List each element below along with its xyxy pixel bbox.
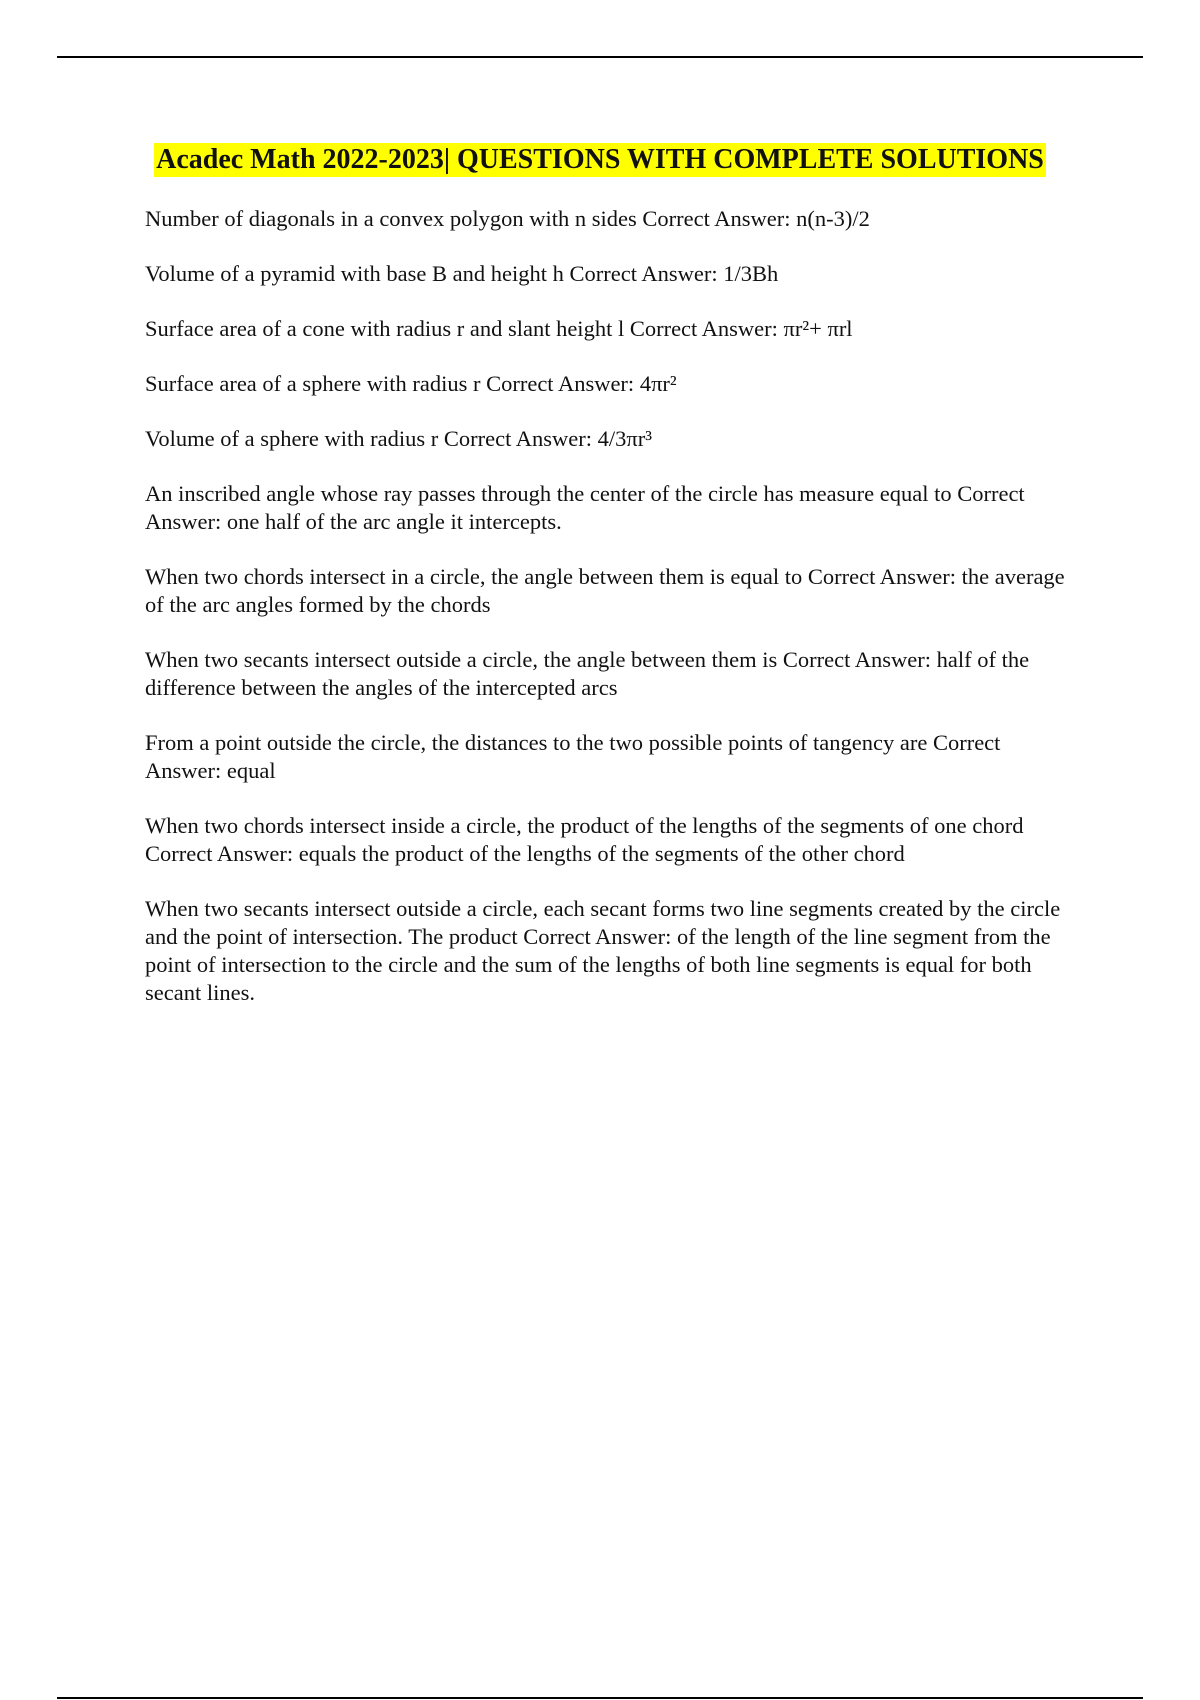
qa-item xyxy=(145,895,1075,1007)
answer-label: Correct Answer: xyxy=(145,841,294,866)
question-text: Number of diagonals in a convex polygon with n sides xyxy=(145,206,637,231)
answer-label: Correct Answer: xyxy=(145,730,1001,783)
answer-text: πr²+ πrl xyxy=(783,316,853,341)
answer-text: 4/3πr³ xyxy=(597,426,652,451)
answer-label: Correct Answer: xyxy=(642,206,791,231)
qa-item xyxy=(145,315,1075,343)
question-text: When two secants intersect outside a circle, each secant forms two line segments created by the circle and the point of intersection. The product xyxy=(145,896,1061,949)
document-title: Acadec Math 2022-2023| QUESTIONS WITH COMPLETE SOLUTIONS xyxy=(156,144,1044,175)
answer-text: half of the difference between the angles of the intercepted arcs xyxy=(145,647,1030,700)
question-text: Surface area of a cone with radius r and slant height l xyxy=(145,316,625,341)
answer-text: equals the product of the lengths of the segments of the other chord xyxy=(298,841,905,866)
qa-item xyxy=(145,646,1075,702)
answer-label: Correct Answer: xyxy=(569,261,718,286)
question-text: When two secants intersect outside a circle, the angle between them is xyxy=(145,647,778,672)
bottom-rule xyxy=(57,1697,1143,1699)
answer-text: one half of the arc angle it intercepts. xyxy=(226,509,562,534)
question-text: From a point outside the circle, the distances to the two possible points of tangency are xyxy=(145,730,928,755)
question-text: Volume of a sphere with radius r xyxy=(145,426,439,451)
answer-label: Correct Answer: xyxy=(443,426,592,451)
answer-text: equal xyxy=(226,758,276,783)
answer-label: Correct Answer: xyxy=(523,924,672,949)
question-text: An inscribed angle whose ray passes through the center of the circle has measure equal to xyxy=(145,481,952,506)
qa-item xyxy=(145,480,1075,536)
answer-label: Correct Answer: xyxy=(145,481,1025,534)
answer-text: 4πr² xyxy=(639,371,677,396)
question-text: Surface area of a sphere with radius r xyxy=(145,371,481,396)
answer-text: 1/3Bh xyxy=(723,261,779,286)
qa-item xyxy=(145,812,1075,868)
question-text: When two chords intersect inside a circle, the product of the lengths of the segments of one chord xyxy=(145,813,1024,838)
qa-item xyxy=(145,563,1075,619)
top-rule xyxy=(57,56,1143,58)
answer-label: Correct Answer: xyxy=(629,316,778,341)
qa-item xyxy=(145,729,1075,785)
answer-text: the average of the arc angles formed by the chords xyxy=(145,564,1065,617)
question-text: Volume of a pyramid with base B and height h xyxy=(145,261,564,286)
qa-item xyxy=(145,260,1075,288)
answer-label: Correct Answer: xyxy=(486,371,635,396)
qa-item xyxy=(145,370,1075,398)
answer-text: n(n-3)/2 xyxy=(796,206,870,231)
qa-item xyxy=(145,425,1075,453)
question-text: When two chords intersect in a circle, the angle between them is equal to xyxy=(145,564,803,589)
answer-label: Correct Answer: xyxy=(782,647,931,672)
title-container xyxy=(0,143,1200,177)
answer-text: of the length of the line segment from the point of intersection to the circle and the sum of the lengths of both line segments is equal for both secant lines. xyxy=(145,924,1051,1005)
answer-label: Correct Answer: xyxy=(807,564,956,589)
qa-item xyxy=(145,205,1075,233)
question-list xyxy=(145,205,1075,1034)
